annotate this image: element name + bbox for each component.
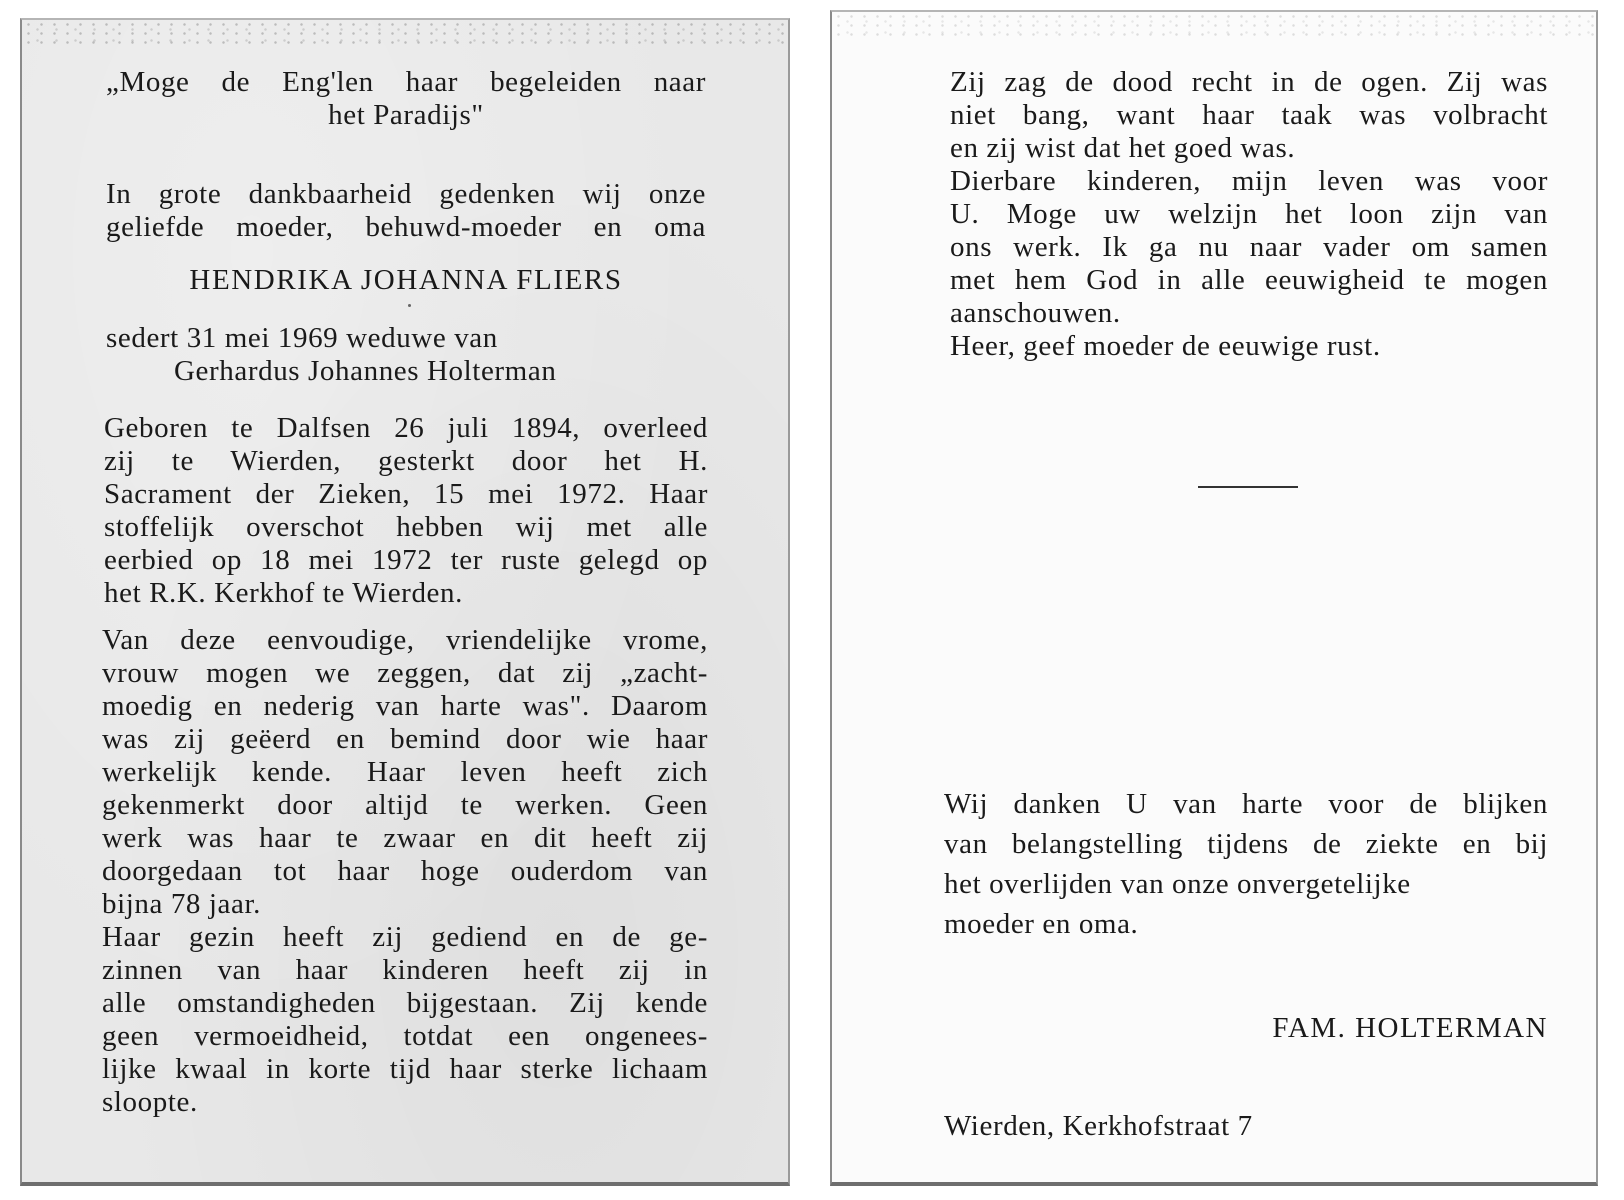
tribute-line: werkelijk kende. Haar leven heeft zich (102, 756, 708, 788)
thanks-line: het overlijden van onze onvergetelijke (944, 868, 1411, 900)
thanks-line: van belangstelling tijdens de ziekte en bij (944, 828, 1548, 860)
quote-line: „Moge de Eng'len haar begeleiden naar (106, 66, 706, 98)
tribute-line: Van deze eenvoudige, vriendelijke vrome, (102, 624, 708, 656)
tribute-line: was zij geëerd en bemind door wie haar (102, 723, 708, 755)
memorial-card-back (830, 10, 1598, 1186)
tribute-line: doorgedaan tot haar hoge ouderdom van (102, 855, 708, 887)
thanks-line: moeder en oma. (944, 908, 1139, 940)
separator-rule (1198, 486, 1298, 488)
reflection-paragraph (950, 66, 1548, 363)
biography-line: zij te Wierden, gesterkt door het H. (104, 445, 708, 477)
thanks-line: Wij danken U van harte voor de blijken (944, 788, 1548, 820)
reflection-line: met hem God in alle eeuwigheid te mogen (950, 264, 1548, 296)
memorial-card-front (20, 18, 790, 1186)
biography-line: eerbied op 18 mei 1972 ter ruste gelegd op (104, 544, 708, 576)
tribute-line: moedig en nederig van harte was". Daarom (102, 690, 708, 722)
reflection-line: ons werk. Ik ga nu naar vader om samen (950, 231, 1548, 263)
reflection-line: niet bang, want haar taak was volbracht (950, 99, 1548, 131)
tribute-line: zinnen van haar kinderen heeft zij in (102, 954, 708, 986)
tribute-line: werk was haar te zwaar en dit heeft zij (102, 822, 708, 854)
tribute-line: vrouw mogen we zeggen, dat zij „zacht- (102, 657, 708, 689)
reflection-line: Zij zag de dood recht in de ogen. Zij was (950, 66, 1548, 98)
biography-paragraph (104, 412, 708, 610)
reflection-line: Heer, geef moeder de eeuwige rust. (950, 330, 1381, 362)
reflection-line: Dierbare kinderen, mijn leven was voor (950, 165, 1548, 197)
quote-line: het Paradijs" (328, 99, 484, 131)
reflection-line: en zij wist dat het goed was. (950, 132, 1296, 164)
print-speckle-texture (832, 12, 1596, 40)
tribute-paragraph (102, 624, 708, 1119)
thanks-paragraph (944, 784, 1548, 944)
reflection-line: aanschouwen. (950, 297, 1121, 329)
print-speckle-texture (22, 20, 788, 48)
deceased-name: HENDRIKA JOHANNA FLIERS (189, 264, 623, 296)
family-signature: FAM. HOLTERMAN (1272, 1012, 1548, 1044)
tribute-line: geen vermoeidheid, totdat een ongenees- (102, 1020, 708, 1052)
tribute-line: lijke kwaal in korte tijd haar sterke lichaam (102, 1053, 708, 1085)
biography-line: Sacrament der Zieken, 15 mei 1972. Haar (104, 478, 708, 510)
biography-line: Geboren te Dalfsen 26 juli 1894, overleed (104, 412, 708, 444)
reflection-line: U. Moge uw welzijn het loon zijn van (950, 198, 1548, 230)
husband-name: Gerhardus Johannes Holterman (174, 355, 557, 387)
opening-quote (106, 66, 706, 132)
ornament-dot (408, 304, 411, 307)
address-line: Wierden, Kerkhofstraat 7 (944, 1110, 1253, 1142)
tribute-line: alle omstandigheden bijgestaan. Zij kende (102, 987, 708, 1019)
widow-line: sedert 31 mei 1969 weduwe van (106, 322, 498, 354)
tribute-line: Haar gezin heeft zij gediend en de ge- (102, 921, 708, 953)
biography-line: het R.K. Kerkhof te Wierden. (104, 577, 463, 609)
biography-line: stoffelijk overschot hebben wij met alle (104, 511, 708, 543)
dedication-paragraph (106, 178, 706, 244)
tribute-line: gekenmerkt door altijd te werken. Geen (102, 789, 708, 821)
dedication-line: In grote dankbaarheid gedenken wij onze (106, 178, 706, 210)
dedication-line: geliefde moeder, behuwd-moeder en oma (106, 211, 706, 243)
tribute-line: bijna 78 jaar. (102, 888, 261, 920)
tribute-line: sloopte. (102, 1086, 198, 1118)
